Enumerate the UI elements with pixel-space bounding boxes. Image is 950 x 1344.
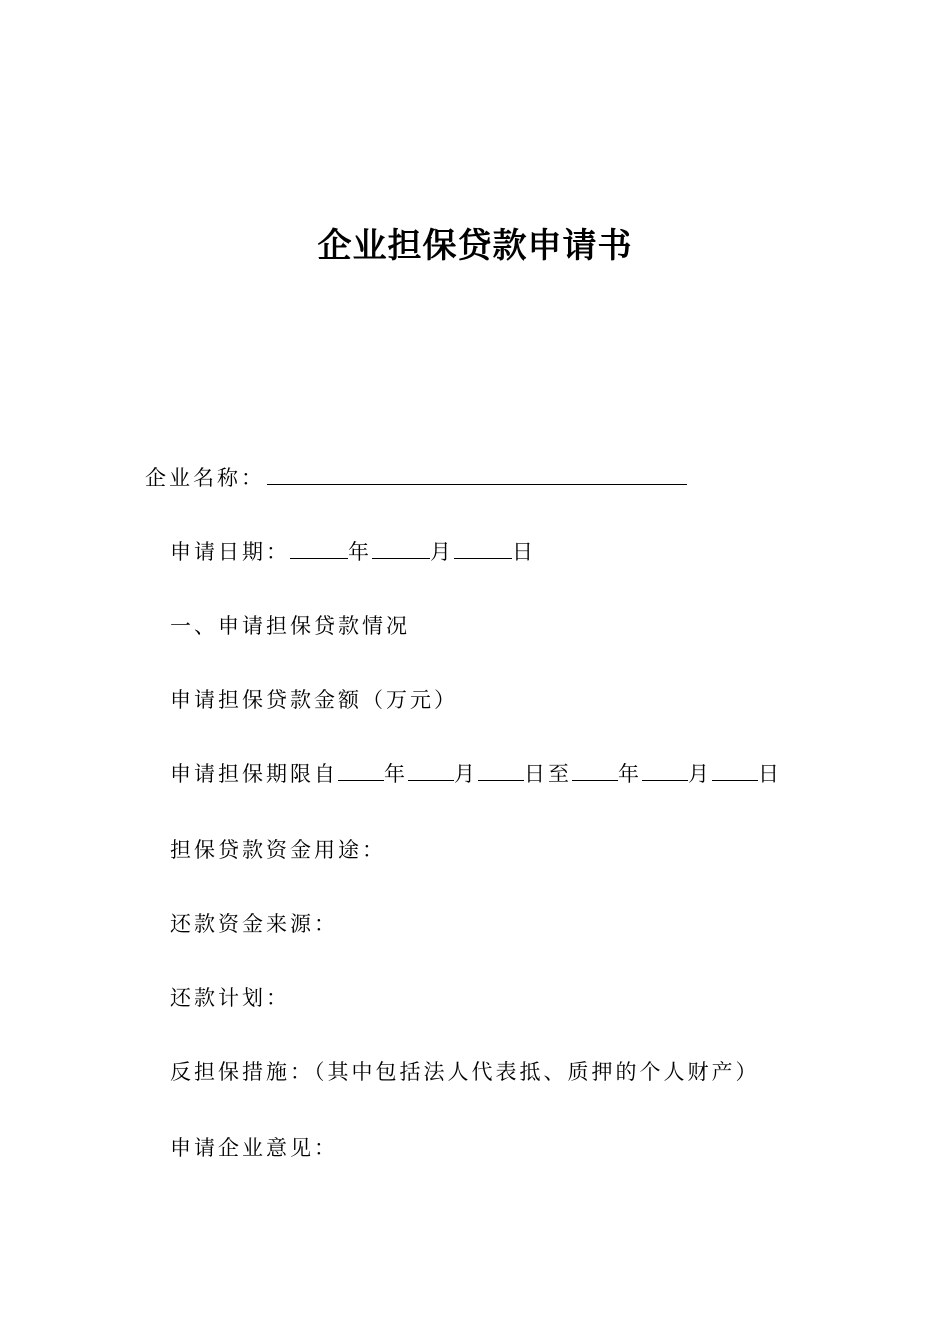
- term-label: 申请担保期限自: [170, 762, 338, 786]
- term-start-month-blank[interactable]: [408, 760, 454, 781]
- term-end-day-blank[interactable]: [712, 760, 758, 781]
- apply-month-unit: 月: [430, 540, 454, 564]
- term-start-year-unit: 年: [384, 762, 408, 786]
- apply-month-blank[interactable]: [372, 538, 430, 559]
- term-start-day-blank[interactable]: [478, 760, 524, 781]
- term-start-month-unit: 月: [454, 762, 478, 786]
- loan-amount-label: 申请担保贷款金额（万元）: [170, 688, 458, 712]
- term-end-day-unit: 日: [758, 762, 782, 786]
- company-name-row: [145, 463, 687, 493]
- section-heading: 一、申请担保贷款情况: [170, 614, 410, 638]
- fund-use-label: 担保贷款资金用途：: [170, 838, 386, 862]
- repay-source-label: 还款资金来源：: [170, 912, 338, 936]
- apply-day-blank[interactable]: [454, 538, 512, 559]
- apply-year-unit: 年: [348, 540, 372, 564]
- apply-year-blank[interactable]: [290, 538, 348, 559]
- company-name-label: 企业名称：: [145, 466, 265, 490]
- counter-guarantee-label: 反担保措施：（其中包括法人代表抵、质押的个人财产）: [170, 1060, 760, 1084]
- apply-date-row: [170, 537, 536, 567]
- term-end-year-unit: 年: [618, 762, 642, 786]
- company-name-blank[interactable]: [267, 464, 687, 485]
- repay-plan-label: 还款计划：: [170, 986, 290, 1010]
- company-opinion-label: 申请企业意见：: [170, 1136, 338, 1160]
- term-end-month-unit: 月: [688, 762, 712, 786]
- guarantee-term-row: [170, 759, 782, 789]
- apply-day-unit: 日: [512, 540, 536, 564]
- document-title: 企业担保贷款申请书: [317, 226, 633, 266]
- term-day-to: 日至: [524, 762, 572, 786]
- term-start-year-blank[interactable]: [338, 760, 384, 781]
- apply-date-label: 申请日期：: [170, 540, 290, 564]
- term-end-month-blank[interactable]: [642, 760, 688, 781]
- term-end-year-blank[interactable]: [572, 760, 618, 781]
